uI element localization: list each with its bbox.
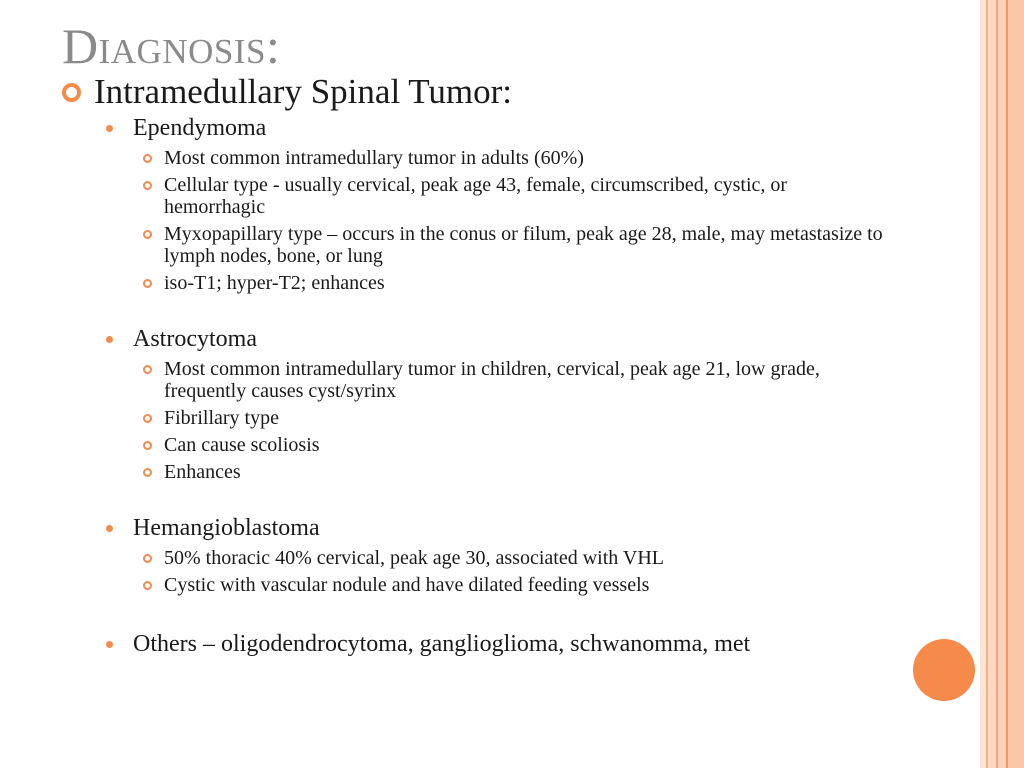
- list-item: [164, 272, 884, 294]
- list-item: [164, 174, 884, 218]
- list-item-text: Myxopapillary type – occurs in the conus or filum, peak age 28, male, may metastasize to lymph nodes, bone, or lung: [164, 223, 883, 267]
- dot-bullet-icon: [106, 125, 113, 132]
- list-item-text: Cellular type - usually cervical, peak age 43, female, circumscribed, cystic, or hemorrhagic: [164, 174, 788, 218]
- section-label: Hemangioblastoma: [133, 515, 320, 541]
- ring-bullet-icon: [143, 581, 152, 590]
- ring-bullet-icon: [143, 154, 152, 163]
- section-hemangioblastoma: [133, 516, 893, 541]
- section-others: [133, 632, 853, 657]
- list-item: [164, 223, 884, 267]
- list-item-text: Most common intramedullary tumor in children, cervical, peak age 21, low grade, frequently causes cyst/syrinx: [164, 358, 820, 402]
- list-item: [164, 434, 884, 456]
- list-item: [164, 547, 884, 569]
- ring-bullet-icon: [143, 414, 152, 423]
- ring-bullet-icon: [143, 468, 152, 477]
- decorative-stripes: [980, 0, 1024, 768]
- list-item-text: Fibrillary type: [164, 407, 279, 429]
- dot-bullet-icon: [106, 525, 113, 532]
- ring-bullet-icon: [62, 83, 81, 102]
- slide-title: Diagnosis:: [62, 18, 281, 74]
- ring-bullet-icon: [143, 181, 152, 190]
- ring-bullet-icon: [143, 441, 152, 450]
- list-item-text: Most common intramedullary tumor in adults (60%): [164, 147, 584, 169]
- list-item: [164, 147, 884, 169]
- list-item: [164, 358, 884, 402]
- list-item: [164, 461, 884, 483]
- section-label: Astrocytoma: [133, 326, 257, 352]
- list-item-text: Can cause scoliosis: [164, 434, 320, 456]
- section-label: Ependymoma: [133, 115, 267, 141]
- section-ependymoma: [133, 116, 893, 141]
- list-item-text: iso-T1; hyper-T2; enhances: [164, 272, 385, 294]
- decorative-circle: [913, 639, 975, 701]
- list-item-text: Cystic with vascular nodule and have dilated feeding vessels: [164, 574, 650, 596]
- list-item: [164, 407, 884, 429]
- ring-bullet-icon: [143, 279, 152, 288]
- dot-bullet-icon: [106, 336, 113, 343]
- list-item-text: Enhances: [164, 461, 241, 483]
- ring-bullet-icon: [143, 365, 152, 374]
- heading-text: Intramedullary Spinal Tumor:: [94, 72, 513, 111]
- dot-bullet-icon: [106, 641, 113, 648]
- section-label: Others – oligodendrocytoma, ganglioglioma, schwanomma, met: [133, 631, 751, 657]
- list-item-text: 50% thoracic 40% cervical, peak age 30, associated with VHL: [164, 547, 664, 569]
- ring-bullet-icon: [143, 554, 152, 563]
- list-item: [164, 574, 884, 596]
- section-astrocytoma: [133, 327, 893, 352]
- ring-bullet-icon: [143, 230, 152, 239]
